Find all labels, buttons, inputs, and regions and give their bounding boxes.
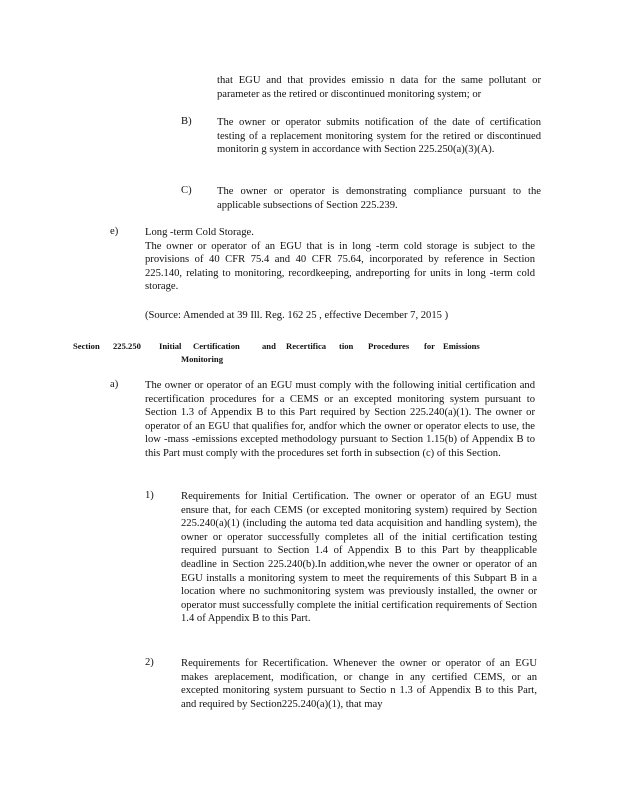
- section-title-word: and: [262, 341, 276, 351]
- item-e-title: Long -term Cold Storage.: [145, 227, 254, 238]
- paragraph-text: The owner or operator submits notification of the date of certification testing of a replacement monitoring system for the retired or discontinued monitorin g system in accordance with Section 225.250(a)(3)(A).: [217, 117, 541, 156]
- paragraph-text: Requirements for Recertification. Whenever the owner or operator of an EGU makes areplacement, modification, or change in any certified CEMS, or an excepted monitoring system pursuant to Sectio n 1.3 of Appendix B to this Part, and required by Section225.240(a)(1), that may: [181, 658, 537, 710]
- paragraph-text: The owner or operator of an EGU must comply with the following initial certification and recertification procedures for a CEMS or an excepted monitoring system pursuant to Section 1.3 of Appendix B to this Part required by Section 225.240(a)(1). The owner or operator of an EGU that qualifies for, andfor which the owner or operator elects to use, the low -mass -emissions excepted methodology pursuant to Section 1.15(b) of Appendix B to this Part must comply with the procedures set forth in subsection (c) of this Section.: [145, 380, 535, 459]
- source-note: [145, 309, 535, 323]
- item-1-label: 1): [145, 490, 154, 501]
- paragraph-text: that EGU and that provides emissio n data for the same pollutant or parameter as the retired or discontinued monitoring system; or: [217, 75, 541, 100]
- item-e-paragraph: [145, 226, 535, 294]
- section-title-line2: Monitoring: [181, 354, 224, 364]
- item-c-paragraph: [217, 185, 541, 212]
- section-title-word: tion: [339, 341, 354, 351]
- source-text: (Source: Amended at 39 Ill. Reg. 162 25 , effective December 7, 2015 ): [145, 310, 449, 321]
- continuation-paragraph: [217, 74, 541, 101]
- item-c-label: C): [181, 185, 192, 196]
- item-1-paragraph: [181, 490, 537, 626]
- section-title-word: Initial: [159, 341, 182, 351]
- section-title-word: Procedures: [368, 341, 410, 351]
- section-label: Section: [73, 341, 100, 351]
- item-b-label: B): [181, 116, 192, 127]
- section-title-word: for: [424, 341, 435, 351]
- item-b-paragraph: [217, 116, 541, 157]
- paragraph-text: The owner or operator is demonstrating compliance pursuant to the applicable subsections of Section 225.239.: [217, 186, 541, 211]
- section-title-word: Certification: [193, 341, 240, 351]
- item-2-label: 2): [145, 657, 154, 668]
- item-2-paragraph: [181, 657, 537, 711]
- item-e-text: The owner or operator of an EGU that is in long -term cold storage is subject to the provisions of 40 CFR 75.4 and 40 CFR 75.64, incorporated by reference in Section 225.140, relating to monitoring, recordkeeping, andreporting for units in long -term cold storage.: [145, 240, 535, 293]
- section-title-word: Recertifica: [286, 341, 327, 351]
- item-a-paragraph: [145, 379, 535, 461]
- section-title-word: Emissions: [443, 341, 480, 351]
- section-heading: [0, 340, 618, 370]
- item-a-label: a): [110, 379, 119, 390]
- paragraph-text: Requirements for Initial Certification. The owner or operator of an EGU must ensure that, for each CEMS (or excepted monitoring system) required by Section 225.240(a)(1) (including the automa ted data acquisition and handling system), the owner or operator successfully completes all of the initial certification testing required pursuant to Section 1.4 of Appendix B to this Part by theapplicable deadline in Section 225.240(b).In addition,whe never the owner or operator of an EGU installs a monitoring system to meet the requirements of this Subpart B in a location where no suchmonitoring system was previously installed, the owner or operator must successfully complete the initial certification requirements of Section 1.4 of Appendix B to this Part.: [181, 491, 537, 625]
- section-number: 225.250: [113, 341, 141, 351]
- item-e-label: e): [110, 226, 119, 237]
